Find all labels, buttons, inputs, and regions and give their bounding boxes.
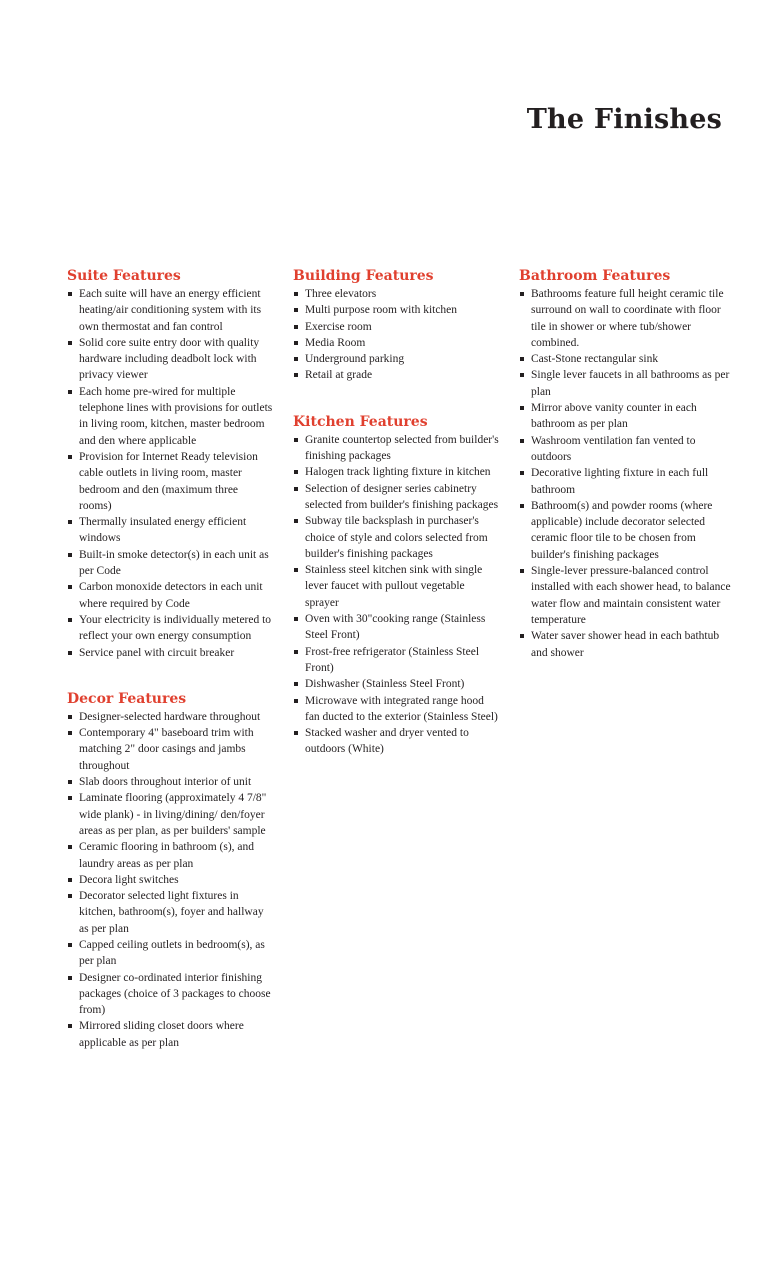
list-item-text: Bathrooms feature full height ceramic tile surround on wall to coordinate with floor tile in shower or where tub/shower combined. (531, 288, 724, 349)
list-item (519, 433, 733, 466)
list-item (67, 937, 273, 970)
list-item-text: Single lever faucets in all bathrooms as per plan (531, 369, 730, 398)
square-bullet-icon (68, 845, 72, 849)
column-left (67, 266, 273, 1079)
list-item-text: Exercise room (305, 320, 372, 333)
list-item (519, 400, 733, 433)
square-bullet-icon (68, 651, 72, 655)
list-item-text: Stainless steel kitchen sink with single lever faucet with pullout vegetable sprayer (305, 564, 483, 609)
list-item (293, 464, 499, 480)
list-item (519, 351, 733, 367)
list-item-text: Mirrored sliding closet doors where applicable as per plan (79, 1020, 244, 1049)
list-item (67, 514, 273, 547)
list-item-text: Slab doors throughout interior of unit (79, 776, 252, 789)
square-bullet-icon (294, 699, 298, 703)
square-bullet-icon (520, 471, 524, 475)
list-item (519, 498, 733, 563)
building-features-list (293, 286, 499, 384)
list-item (293, 693, 499, 726)
square-bullet-icon (68, 943, 72, 947)
list-item (67, 384, 273, 449)
list-item-text: Service panel with circuit breaker (79, 646, 235, 659)
list-item-text: Cast-Stone rectangular sink (531, 353, 659, 366)
list-item-text: Laminate flooring (approximately 4 7/8" wide plank) - in living/dining/ den/foyer areas as per plan, as per builders' sample (79, 792, 267, 837)
list-item (67, 547, 273, 580)
square-bullet-icon (294, 650, 298, 654)
list-item-text: Decorative lighting fixture in each full bathroom (531, 467, 709, 496)
square-bullet-icon (68, 780, 72, 784)
list-item-text: Designer co-ordinated interior finishing packages (choice of 3 packages to choose from) (79, 971, 271, 1017)
building-features-heading: Building Features (293, 268, 434, 284)
square-bullet-icon (520, 634, 524, 638)
list-item (293, 562, 499, 611)
square-bullet-icon (294, 373, 298, 377)
square-bullet-icon (68, 878, 72, 882)
list-item-text: Dishwasher (Stainless Steel Front) (305, 678, 465, 691)
square-bullet-icon (294, 487, 298, 491)
decor-features-section (67, 689, 273, 1051)
list-item-text: Single-lever pressure-balanced control installed with each shower head, to balance water flow and maintain consistent water temperature (531, 565, 731, 626)
list-item (67, 645, 273, 661)
list-item (519, 465, 733, 498)
column-right (519, 266, 733, 689)
list-item (67, 709, 273, 725)
list-item (67, 449, 273, 514)
square-bullet-icon (294, 292, 298, 296)
square-bullet-icon (68, 618, 72, 622)
list-item (67, 790, 273, 839)
bathroom-features-heading: Bathroom Features (519, 268, 671, 284)
bathroom-features-list (519, 286, 733, 661)
list-item-text: Decorator selected light fixtures in kitchen, bathroom(s), foyer and hallway as per plan (79, 890, 264, 935)
square-bullet-icon (520, 373, 524, 377)
list-item-text: Carbon monoxide detectors in each unit where required by Code (79, 581, 263, 610)
list-item-text: Oven with 30"cooking range (Stainless Steel Front) (305, 613, 486, 642)
square-bullet-icon (68, 520, 72, 524)
list-item-text: Provision for Internet Ready television cable outlets in living room, master bedroom and den (maximum three rooms) (79, 450, 258, 512)
list-item-text: Your electricity is individually metered to reflect your own energy consumption (79, 613, 272, 643)
decor-features-list (67, 709, 273, 1051)
list-item-text: Bathroom(s) and powder rooms (where applicable) include decorator selected ceramic floor tile to be chosen from builder's finishing packages (531, 499, 713, 561)
list-item-text: Frost-free refrigerator (Stainless Steel Front) (305, 645, 480, 674)
list-item (293, 286, 499, 302)
list-item-text: Washroom ventilation fan vented to outdoors (531, 434, 696, 463)
list-item-text: Contemporary 4" baseboard trim with matching 2" door casings and jambs throughout (79, 727, 254, 772)
kitchen-features-section (293, 412, 499, 758)
list-item (67, 970, 273, 1019)
list-item (293, 351, 499, 367)
square-bullet-icon (520, 504, 524, 508)
list-item-text: Capped ceiling outlets in bedroom(s), as per plan (79, 938, 265, 968)
square-bullet-icon (68, 715, 72, 719)
list-item-text: Three elevators (305, 288, 377, 300)
square-bullet-icon (520, 406, 524, 410)
square-bullet-icon (294, 325, 298, 329)
square-bullet-icon (68, 553, 72, 557)
square-bullet-icon (68, 976, 72, 980)
list-item (293, 644, 499, 677)
building-features-section (293, 266, 499, 384)
square-bullet-icon (68, 1024, 72, 1028)
square-bullet-icon (68, 341, 72, 345)
list-item (293, 676, 499, 692)
list-item (293, 611, 499, 644)
square-bullet-icon (68, 292, 72, 296)
list-item-text: Built-in smoke detector(s) in each unit as per Code (79, 548, 269, 578)
list-item (67, 1018, 273, 1051)
square-bullet-icon (294, 438, 298, 442)
list-item-text: Solid core suite entry door with quality hardware including deadbolt lock with privacy viewer (79, 336, 260, 382)
list-item-text: Each suite will have an energy efficient heating/air conditioning system with its own thermostat and fan control (79, 288, 262, 333)
list-item-text: Decora light switches (79, 873, 179, 886)
kitchen-features-list (293, 432, 499, 758)
list-item-text: Underground parking (305, 353, 405, 366)
list-item (293, 367, 499, 383)
square-bullet-icon (294, 341, 298, 345)
square-bullet-icon (294, 357, 298, 361)
list-item (67, 612, 273, 645)
decor-features-heading: Decor Features (67, 690, 187, 707)
square-bullet-icon (294, 519, 298, 523)
square-bullet-icon (68, 455, 72, 459)
column-middle (293, 266, 499, 786)
list-item (293, 725, 499, 758)
square-bullet-icon (520, 569, 524, 573)
list-item (67, 286, 273, 335)
list-item (519, 628, 733, 661)
list-item (293, 302, 499, 318)
list-item (519, 286, 733, 351)
suite-features-list (67, 286, 273, 661)
square-bullet-icon (294, 617, 298, 621)
suite-features-section (67, 266, 273, 661)
list-item-text: Media Room (305, 336, 366, 349)
square-bullet-icon (68, 894, 72, 898)
suite-features-heading: Suite Features (67, 268, 181, 284)
list-item-text: Mirror above vanity counter in each bathroom as per plan (531, 402, 697, 431)
square-bullet-icon (520, 357, 524, 361)
square-bullet-icon (294, 308, 298, 312)
list-item-text: Each home pre-wired for multiple telephone lines with provisions for outlets in living room, kitchen, master bedroom and den where applicable (79, 385, 273, 447)
list-item (293, 513, 499, 562)
list-item-text: Water saver shower head in each bathtub and shower (531, 630, 720, 659)
kitchen-features-heading: Kitchen Features (293, 413, 428, 430)
list-item (67, 872, 273, 888)
list-item (293, 335, 499, 351)
list-item (293, 319, 499, 335)
bathroom-features-section (519, 266, 733, 661)
list-item-text: Multi purpose room with kitchen (305, 304, 458, 317)
list-item (67, 774, 273, 790)
square-bullet-icon (68, 731, 72, 735)
list-item (67, 839, 273, 872)
list-item-text: Granite countertop selected from builder's finishing packages (305, 433, 499, 463)
square-bullet-icon (68, 796, 72, 800)
square-bullet-icon (520, 292, 524, 296)
list-item-text: Thermally insulated energy efficient windows (79, 516, 247, 545)
list-item (67, 579, 273, 612)
list-item (293, 481, 499, 514)
page-title: The Finishes (526, 104, 722, 135)
list-item-text: Subway tile backsplash in purchaser's choice of style and colors selected from builder's finishing packages (305, 515, 488, 560)
square-bullet-icon (68, 585, 72, 589)
square-bullet-icon (520, 439, 524, 443)
list-item-text: Microwave with integrated range hood fan ducted to the exterior (Stainless Steel) (305, 694, 498, 723)
square-bullet-icon (68, 390, 72, 394)
square-bullet-icon (294, 731, 298, 735)
list-item (67, 725, 273, 774)
list-item (519, 563, 733, 628)
list-item-text: Selection of designer series cabinetry selected from builder's finishing packages (305, 482, 499, 511)
list-item (519, 367, 733, 400)
list-item (293, 432, 499, 465)
list-item (67, 335, 273, 384)
list-item-text: Stacked washer and dryer vented to outdoors (White) (305, 727, 469, 756)
list-item-text: Ceramic flooring in bathroom (s), and laundry areas as per plan (79, 841, 255, 870)
list-item-text: Retail at grade (305, 369, 373, 382)
list-item (67, 888, 273, 937)
square-bullet-icon (294, 568, 298, 572)
square-bullet-icon (294, 470, 298, 474)
list-item-text: Halogen track lighting fixture in kitchen (305, 466, 491, 479)
list-item-text: Designer-selected hardware throughout (79, 710, 261, 723)
square-bullet-icon (294, 682, 298, 686)
